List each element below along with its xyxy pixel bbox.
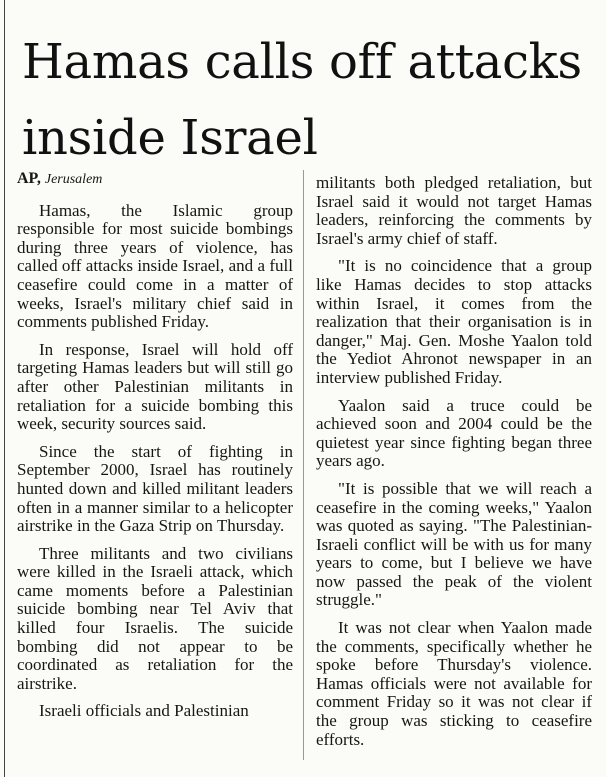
page-border (4, 0, 5, 777)
paragraph: In response, Israel will hold off targeting Hamas leaders but will still go after other Palestinian militants in retaliation for a suicide bombing this week, security sources said. (17, 339, 293, 434)
paragraph: It was not clear when Yaalon made the comments, specifically whether he spoke before Thursday's violence. Hamas officials were not available for comment Friday so it was not clear if the group was sticking to ceasefire efforts. (316, 618, 592, 749)
byline-place: Jerusalem (44, 172, 103, 187)
paragraph: Hamas, the Islamic group responsible for most suicide bombings during three years of violence, has called off attacks inside Israel, and a full ceasefire could come in a matter of weeks, Israel's military chief said in comments published Friday. (17, 200, 293, 332)
paragraph: "It is no coincidence that a group like Hamas decides to stop attacks within Israel, it comes from the realization that their organisation is in danger," Maj. Gen. Moshe Yaalon told the Yediot Ahronot newspaper in an interview published Friday. (316, 256, 592, 387)
article-column-right (316, 174, 592, 758)
headline: Hamas calls off attacks inside Israel (22, 34, 582, 166)
byline (17, 170, 293, 190)
column-divider (303, 170, 304, 760)
paragraph: Israeli officials and Palestinian (39, 701, 249, 721)
paragraph: Three militants and two civilians were killed in the Israeli attack, which came moments before a Palestinian suicide bombing near Tel Aviv that killed four Israelis. The suicide bombing did not appear to be coordinated as retaliation for the airstrike. (17, 543, 293, 693)
article-column-left (17, 170, 293, 730)
paragraph: Since the start of fighting in September 2000, Israel has routinely hunted down and killed militant leaders often in a manner similar to a helicopter airstrike in the Gaza Strip on Thursday. (17, 441, 293, 536)
paragraph: "It is possible that we will reach a ceasefire in the coming weeks," Yaalon was quoted as saying. "The Palestinian-Israeli conflict will be with us for many years to come, but I believe we have now passed the peak of the violent struggle." (316, 478, 592, 610)
paragraph-continued: militants both pledged retaliation, but Israel said it would not target Hamas leaders, reinforcing the comments by Israel's army chief of staff. (316, 173, 592, 248)
paragraph: Yaalon said a truce could be achieved soon and 2004 could be the quietest year since fighting began three years ago. (316, 395, 592, 471)
byline-agency: AP, (17, 170, 41, 187)
